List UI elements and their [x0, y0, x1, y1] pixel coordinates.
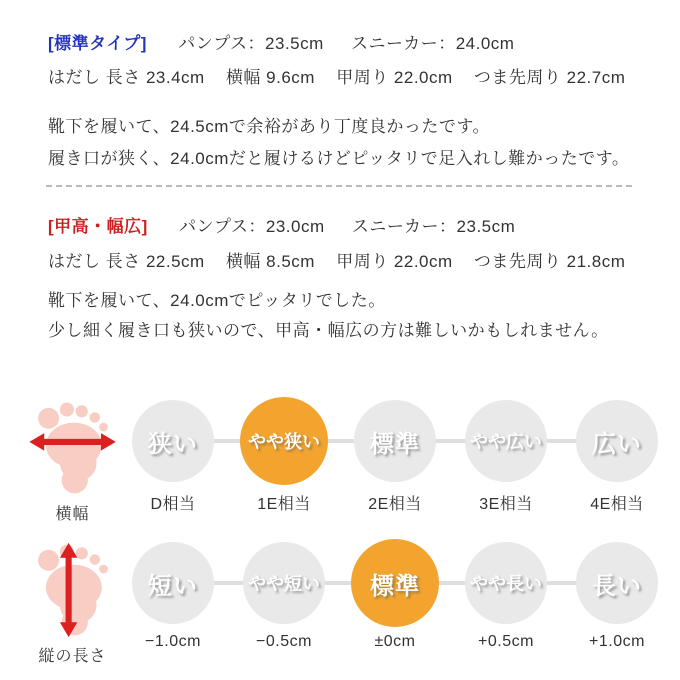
standard-type-header — [48, 29, 514, 54]
standard-comment-1: 靴下を履いて、24.5cmで余裕があり丁度良かったです。 — [48, 117, 491, 136]
width-scale-item — [236, 400, 332, 524]
width-option-label: D相当 — [150, 496, 196, 513]
wide-type-header — [48, 212, 515, 237]
wide-instep: 甲周り 22.0cm — [336, 252, 453, 271]
length-scale-row — [20, 542, 665, 666]
length-option-circle-selected: 標準 — [351, 539, 439, 627]
wide-sneaker-size: スニーカー：23.5cm — [351, 217, 516, 236]
foot-length-arrow-icon — [29, 542, 117, 638]
length-option-label: +1.0cm — [589, 633, 645, 650]
standard-sneaker-size: スニーカー：24.0cm — [351, 34, 515, 53]
length-scale-item — [347, 542, 443, 666]
width-scale-label: 横幅 — [55, 506, 90, 523]
standard-pumps-size: パンプス：23.5cm — [178, 34, 324, 53]
length-scale-item — [125, 542, 221, 666]
width-option-label: 2E相当 — [368, 496, 422, 513]
width-option-label: 4E相当 — [590, 496, 644, 513]
wide-width: 横幅 8.5cm — [225, 252, 315, 271]
wide-type-tag: [甲高・幅広] — [48, 217, 148, 236]
standard-type-tag: [標準タイプ] — [48, 34, 147, 53]
standard-width: 横幅 9.6cm — [225, 68, 315, 87]
width-option-label: 1E相当 — [257, 496, 311, 513]
wide-toe-girth: つま先周り 21.8cm — [473, 252, 626, 271]
length-option-label: ±0cm — [374, 633, 416, 650]
length-scale-icon-col — [20, 542, 125, 666]
standard-comment-2: 履き口が狭く、24.0cmだと履けるけどピッタリで足入れし難かったです。 — [48, 149, 630, 168]
width-option-circle-selected: やや狭い — [240, 397, 328, 485]
length-scale-item — [569, 542, 665, 666]
width-option-circle: 広い — [576, 400, 658, 482]
standard-barefoot-length: はだし 長さ 23.4cm — [48, 68, 205, 87]
length-scale-label: 縦の長さ — [38, 648, 107, 665]
length-option-circle: やや短い — [243, 542, 325, 624]
standard-instep: 甲周り 22.0cm — [336, 68, 453, 87]
length-option-label: +0.5cm — [478, 633, 534, 650]
width-option-circle: やや広い — [465, 400, 547, 482]
standard-toe-girth: つま先周り 22.7cm — [473, 68, 626, 87]
foot-width-arrow-icon — [29, 400, 117, 496]
width-scale-item — [125, 400, 221, 524]
width-scale-icon-col — [20, 400, 125, 524]
width-option-label: 3E相当 — [479, 496, 533, 513]
wide-comment-2: 少し細く履き口も狭いので、甲高・幅広の方は難しいかもしれません。 — [48, 321, 609, 340]
length-option-label: −0.5cm — [256, 633, 312, 650]
length-option-circle: 長い — [576, 542, 658, 624]
width-scale-circles — [125, 400, 665, 524]
wide-barefoot-length: はだし 長さ 22.5cm — [48, 252, 205, 271]
length-option-label: −1.0cm — [145, 633, 201, 650]
width-scale-row — [20, 400, 665, 524]
standard-measurements — [48, 63, 625, 88]
length-scale-item — [458, 542, 554, 666]
length-option-circle: やや長い — [465, 542, 547, 624]
length-scale-circles — [125, 542, 665, 666]
dashed-divider — [46, 185, 632, 187]
width-option-circle: 狭い — [132, 400, 214, 482]
width-option-circle: 標準 — [354, 400, 436, 482]
wide-pumps-size: パンプス：23.0cm — [179, 217, 325, 236]
wide-measurements — [48, 247, 625, 272]
length-option-circle: 短い — [132, 542, 214, 624]
length-scale-item — [236, 542, 332, 666]
width-scale-item — [458, 400, 554, 524]
wide-comment-1: 靴下を履いて、24.0cmでピッタリでした。 — [48, 291, 386, 310]
width-scale-item — [347, 400, 443, 524]
width-scale-item — [569, 400, 665, 524]
